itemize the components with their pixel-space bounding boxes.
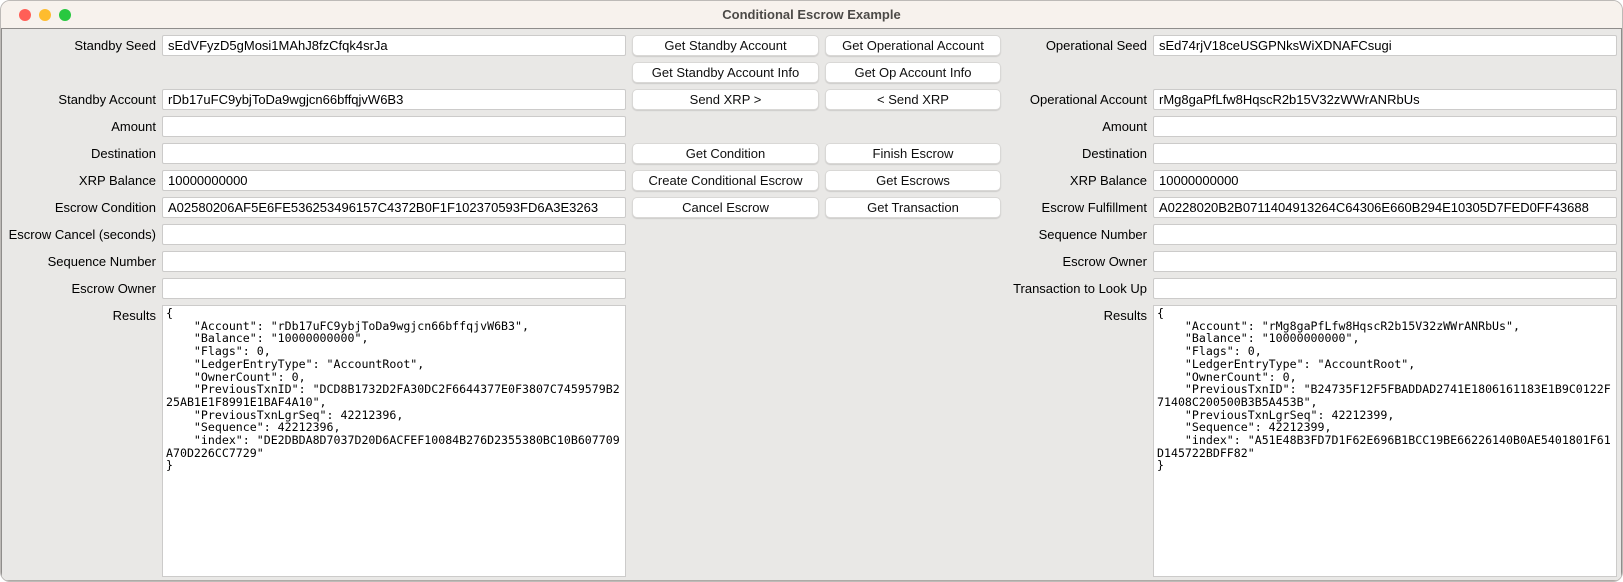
transaction-lookup-label: Transaction to Look Up bbox=[1013, 281, 1147, 296]
get-condition-button[interactable]: Get Condition bbox=[632, 143, 819, 164]
operational-escrow-owner-label: Escrow Owner bbox=[1062, 254, 1147, 269]
standby-destination-input[interactable] bbox=[162, 143, 626, 164]
operational-balance-label: XRP Balance bbox=[1069, 173, 1147, 188]
send-xrp-left-button[interactable]: < Send XRP bbox=[825, 89, 1001, 110]
minimize-button[interactable] bbox=[39, 9, 51, 21]
operational-destination-label: Destination bbox=[1081, 146, 1147, 161]
traffic-lights bbox=[19, 1, 71, 28]
operational-amount-label: Amount bbox=[1102, 119, 1147, 134]
escrow-cancel-seconds-input[interactable] bbox=[162, 224, 626, 245]
standby-escrow-owner-label: Escrow Owner bbox=[71, 281, 156, 296]
standby-sequence-input[interactable] bbox=[162, 251, 626, 272]
operational-seed-input[interactable] bbox=[1153, 35, 1617, 56]
standby-sequence-label: Sequence Number bbox=[47, 254, 156, 269]
standby-balance-input[interactable] bbox=[162, 170, 626, 191]
standby-amount-label: Amount bbox=[111, 119, 156, 134]
operational-sequence-label: Sequence Number bbox=[1038, 227, 1147, 242]
standby-account-input[interactable] bbox=[162, 89, 626, 110]
escrow-condition-label: Escrow Condition bbox=[54, 200, 156, 215]
operational-account-label: Operational Account bbox=[1029, 92, 1147, 107]
titlebar bbox=[1, 1, 1622, 28]
escrow-cancel-seconds-label: Escrow Cancel (seconds) bbox=[8, 227, 156, 242]
transaction-lookup-input[interactable] bbox=[1153, 278, 1617, 299]
operational-balance-input[interactable] bbox=[1153, 170, 1617, 191]
escrow-condition-input[interactable] bbox=[162, 197, 626, 218]
escrow-fulfillment-input[interactable] bbox=[1153, 197, 1617, 218]
operational-sequence-input[interactable] bbox=[1153, 224, 1617, 245]
get-standby-account-button[interactable]: Get Standby Account bbox=[632, 35, 819, 56]
cancel-escrow-button[interactable]: Cancel Escrow bbox=[632, 197, 819, 218]
get-operational-account-button[interactable]: Get Operational Account bbox=[825, 35, 1001, 56]
close-button[interactable] bbox=[19, 9, 31, 21]
escrow-fulfillment-label: Escrow Fulfillment bbox=[1041, 200, 1147, 215]
fullscreen-button[interactable] bbox=[59, 9, 71, 21]
get-op-account-info-button[interactable]: Get Op Account Info bbox=[825, 62, 1001, 83]
send-xrp-right-button[interactable]: Send XRP > bbox=[632, 89, 819, 110]
finish-escrow-button[interactable]: Finish Escrow bbox=[825, 143, 1001, 164]
standby-results-label: Results bbox=[112, 308, 156, 323]
form-grid bbox=[6, 35, 1617, 577]
create-conditional-escrow-button[interactable]: Create Conditional Escrow bbox=[632, 170, 819, 191]
standby-balance-label: XRP Balance bbox=[78, 173, 156, 188]
standby-account-label: Standby Account bbox=[58, 92, 156, 107]
operational-seed-label: Operational Seed bbox=[1045, 38, 1147, 53]
operational-results-label: Results bbox=[1103, 308, 1147, 323]
standby-seed-input[interactable] bbox=[162, 35, 626, 56]
standby-destination-label: Destination bbox=[90, 146, 156, 161]
operational-amount-input[interactable] bbox=[1153, 116, 1617, 137]
operational-escrow-owner-input[interactable] bbox=[1153, 251, 1617, 272]
operational-destination-input[interactable] bbox=[1153, 143, 1617, 164]
get-standby-account-info-button[interactable]: Get Standby Account Info bbox=[632, 62, 819, 83]
get-escrows-button[interactable]: Get Escrows bbox=[825, 170, 1001, 191]
standby-escrow-owner-input[interactable] bbox=[162, 278, 626, 299]
operational-results-textarea[interactable] bbox=[1153, 305, 1617, 577]
operational-account-input[interactable] bbox=[1153, 89, 1617, 110]
main-content bbox=[1, 28, 1622, 581]
standby-results-textarea[interactable] bbox=[162, 305, 626, 577]
get-transaction-button[interactable]: Get Transaction bbox=[825, 197, 1001, 218]
window-title: Conditional Escrow Example bbox=[722, 7, 901, 22]
standby-seed-label: Standby Seed bbox=[74, 38, 156, 53]
standby-amount-input[interactable] bbox=[162, 116, 626, 137]
